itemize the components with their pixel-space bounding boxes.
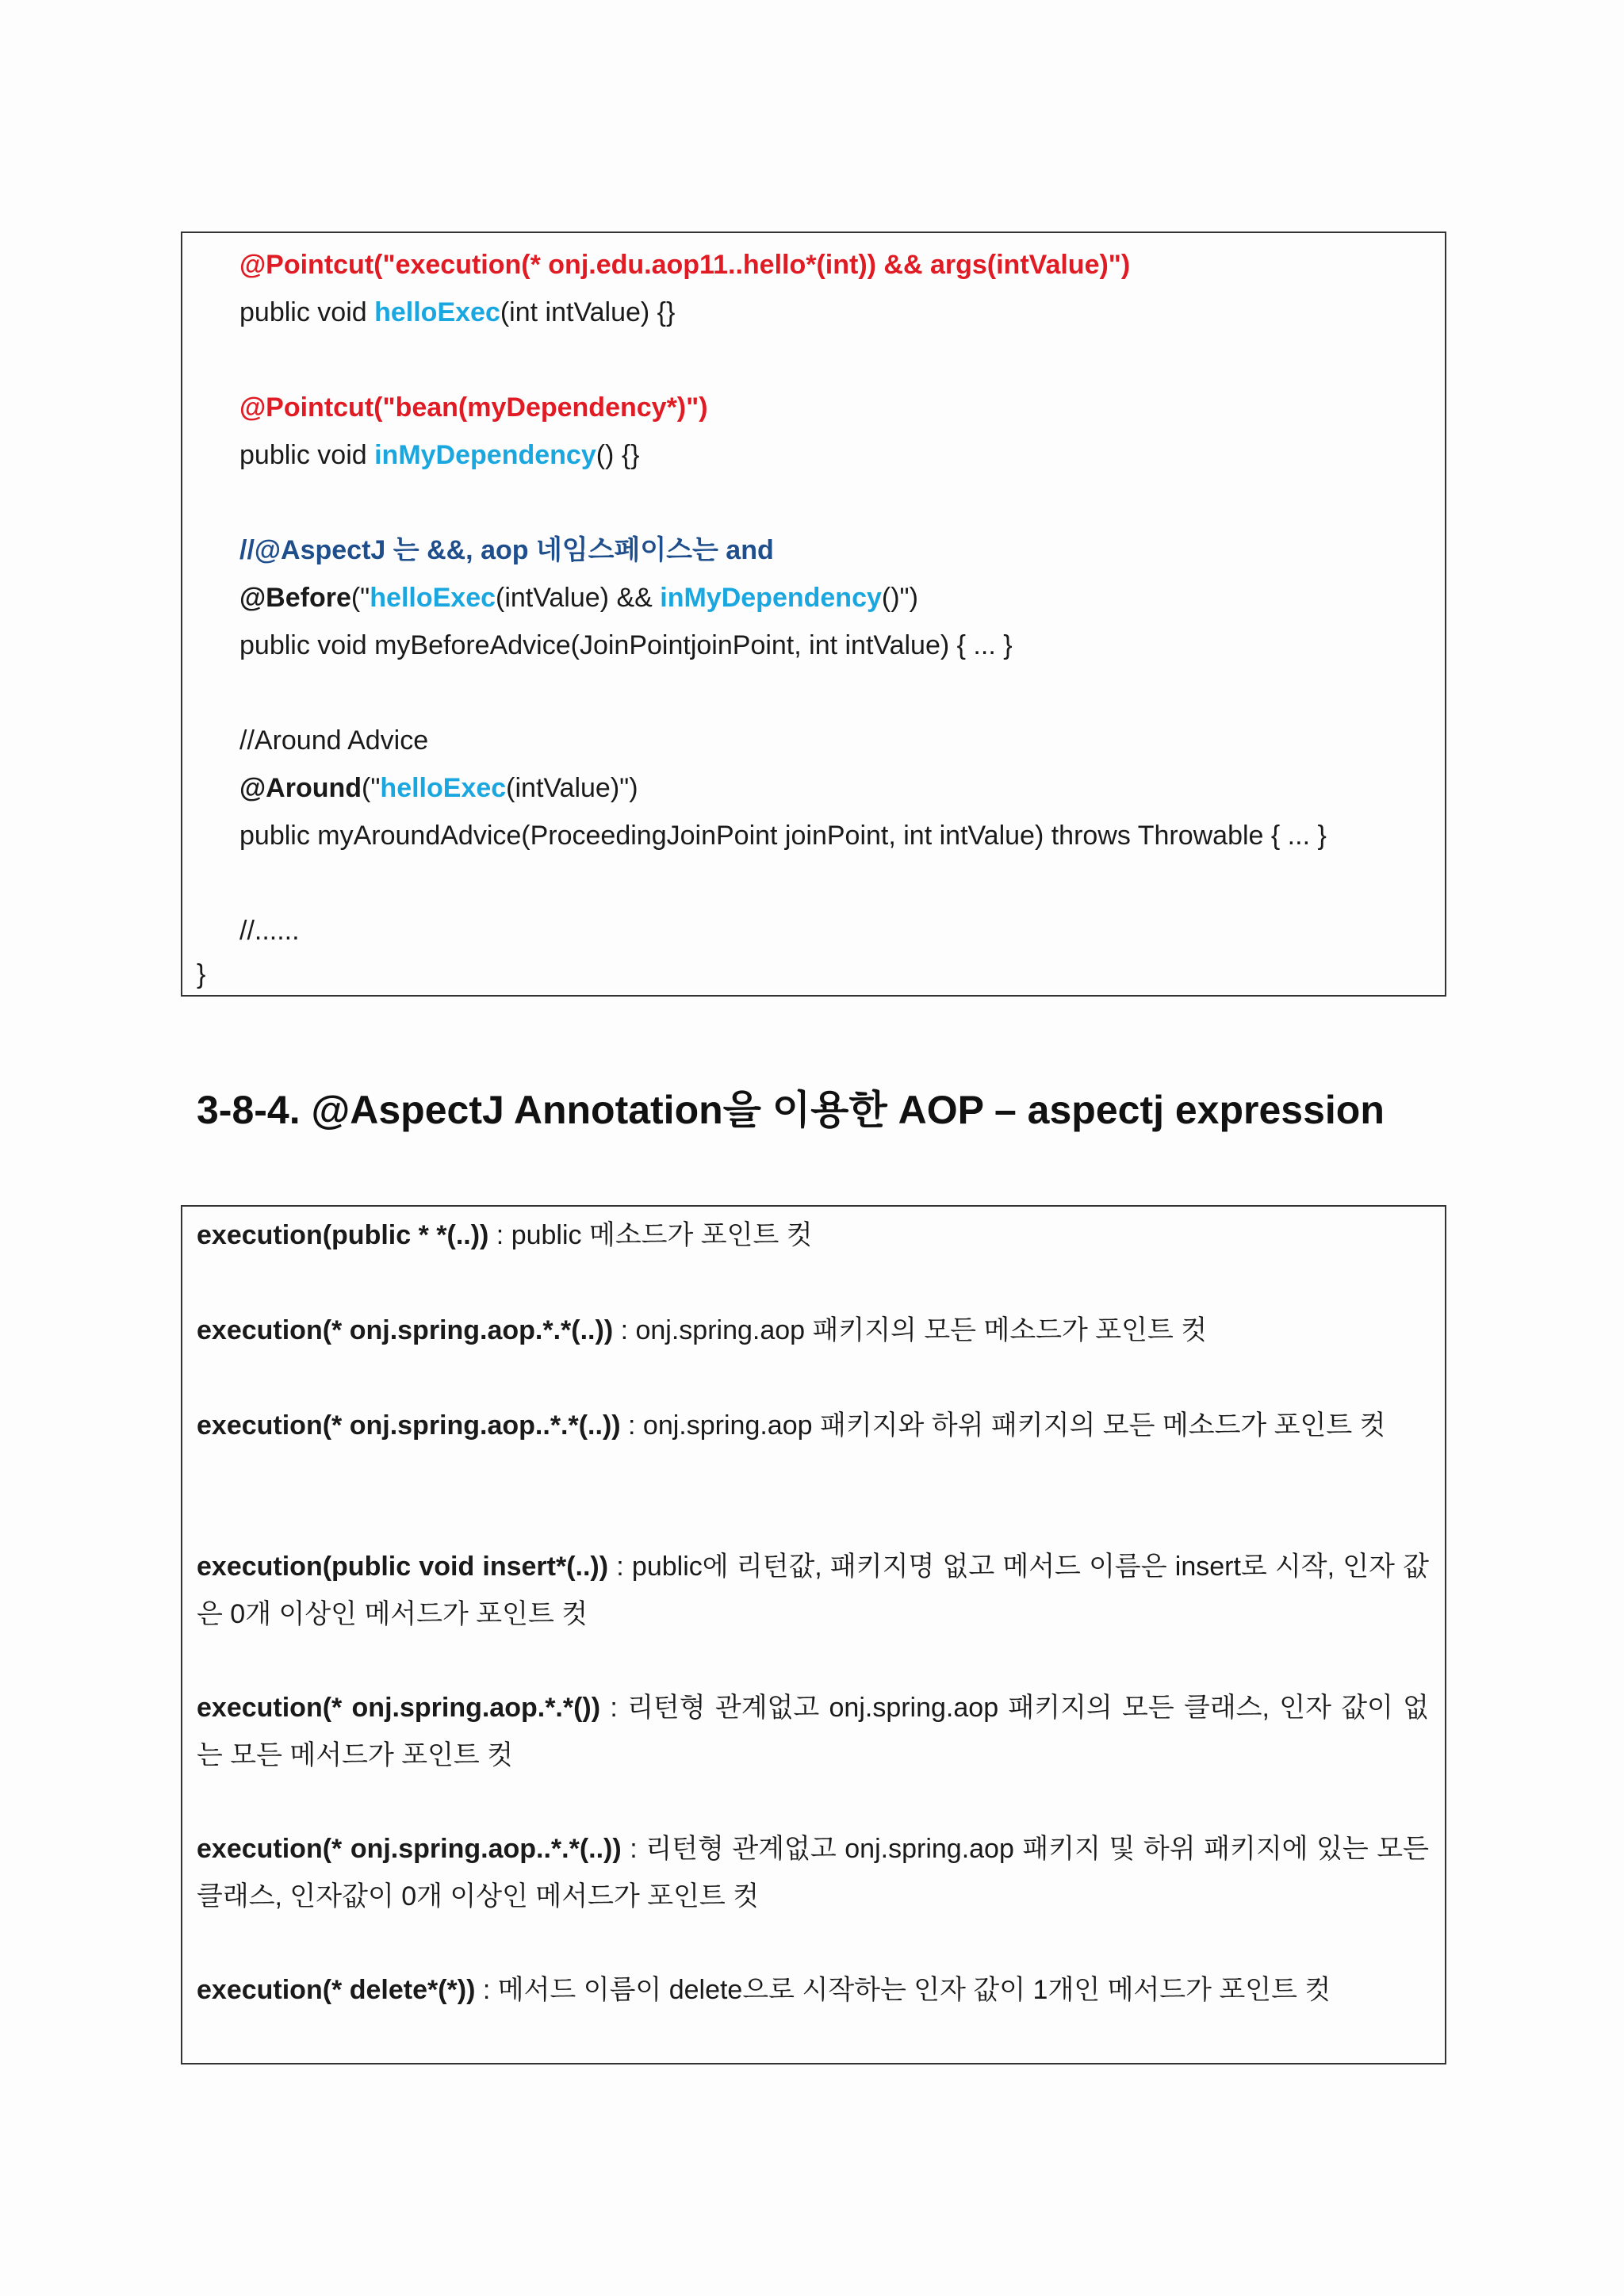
pointcut1-signature: public void helloExec(int intValue) {} — [239, 297, 676, 327]
expression-item: execution(* onj.spring.aop.*.*(..)) : onj.spring.aop 패키지의 모든 메소드가 포인트 컷 — [197, 1315, 1208, 1345]
section-heading: 3-8-4. @AspectJ Annotation을 이용한 AOP – aspectj expression — [197, 1088, 1385, 1132]
pointcut2-annotation: @Pointcut("bean(myDependency*)") — [239, 392, 708, 423]
around-annotation: @Around("helloExec(intValue)") — [239, 773, 638, 803]
expression-item: execution(* onj.spring.aop..*.*(..)) : 리턴형 관계없고 onj.spring.aop 패키지 및 하위 패키지에 있는 모든 클래스, 인자값이 0개 이상인 메서드가 포인트 컷 — [197, 1834, 1429, 1911]
expression-item: execution(* delete*(*)) : 메서드 이름이 delete으로 시작하는 인자 값이 1개인 메서드가 포인트 컷 — [197, 1975, 1331, 2005]
around-signature: public myAroundAdvice(ProceedingJoinPoint joinPoint, int intValue) throws Throwable { ... } — [239, 821, 1327, 851]
expression-item: execution(public * *(..)) : public 메소드가 포인트 컷 — [197, 1220, 813, 1250]
before-annotation: @Before("helloExec(intValue) && inMyDependency()") — [239, 583, 918, 613]
ellipsis-comment: //...... — [239, 916, 300, 946]
expression-item: execution(* onj.spring.aop.*.*()) : 리턴형 관계없고 onj.spring.aop 패키지의 모든 클래스, 인자 값이 없는 모든 메서드가 포인트 컷 — [197, 1693, 1429, 1770]
aspectj-comment: //@AspectJ 는 &&, aop 네임스페이스는 and — [239, 535, 774, 565]
expression-item: execution(* onj.spring.aop..*.*(..)) : onj.spring.aop 패키지와 하위 패키지의 모든 메소드가 포인트 컷 — [197, 1410, 1386, 1441]
expression-box — [181, 1205, 1446, 2064]
before-signature: public void myBeforeAdvice(JoinPointjoinPoint, int intValue) { ... } — [239, 630, 1013, 660]
closing-brace: } — [197, 959, 206, 989]
around-comment: //Around Advice — [239, 725, 429, 756]
code-box — [181, 232, 1446, 997]
pointcut2-signature: public void inMyDependency() {} — [239, 440, 640, 470]
pointcut1-annotation: @Pointcut("execution(* onj.edu.aop11..hello*(int)) && args(intValue)") — [239, 250, 1131, 280]
expression-item: execution(public void insert*(..)) : public에 리턴값, 패키지명 없고 메서드 이름은 insert로 시작, 인자 값은 0개 이상인 메서드가 포인트 컷 — [197, 1552, 1430, 1629]
